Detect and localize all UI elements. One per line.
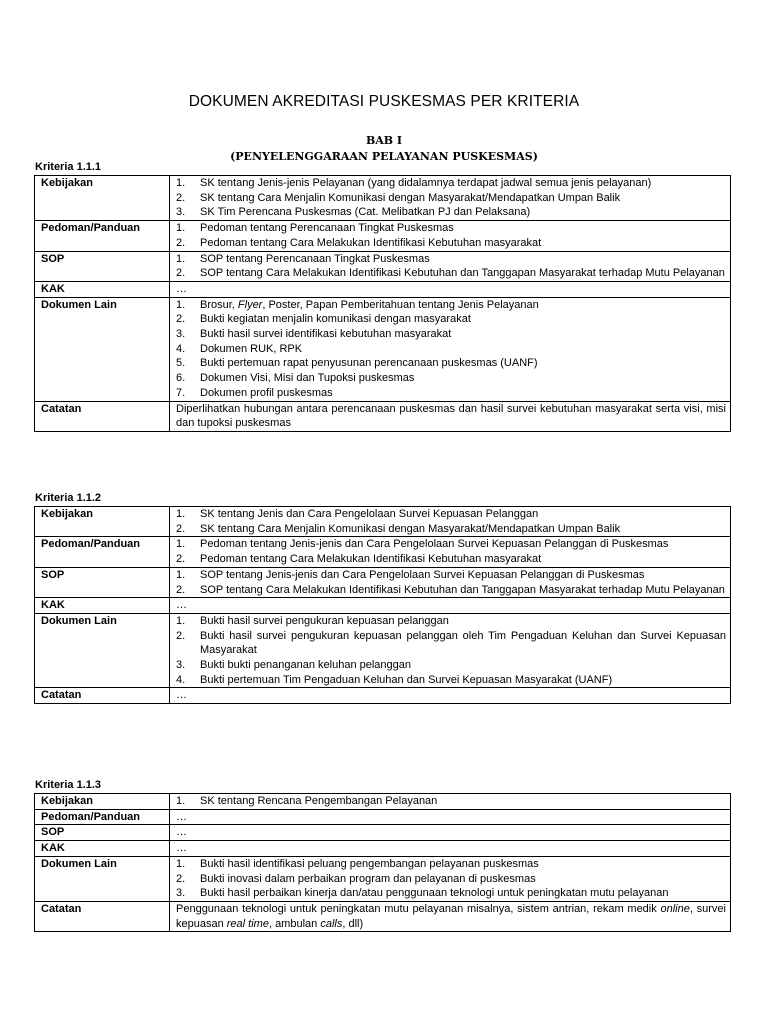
table-row-pedoman-panduan [35,221,731,251]
list-item-text: Dokumen profil puskesmas [200,386,333,399]
chapter-number: BAB I [365,134,403,147]
table-row-sop [35,567,731,597]
list-number: 2. [176,267,186,280]
list-item [176,552,726,567]
row-label: Dokumen Lain [35,297,170,401]
list-item [176,886,726,901]
list-item-text: Bukti hasil survei pengukuran kepuasan pelanggan [200,614,449,627]
table-row-catatan [35,901,731,931]
criteria-table [34,793,731,932]
list-number: 1. [176,252,186,265]
list-number: 1. [176,508,186,520]
list-number: 2. [176,191,186,204]
criteria-section-1-1-1 [34,160,732,432]
cell-text: … [176,282,187,295]
list-item [176,266,726,281]
list-item [176,614,726,629]
italic-term: calls [320,917,343,930]
list-item-text: Dokumen Visi, Misi dan Tupoksi puskesmas [200,372,415,385]
row-label: Dokumen Lain [35,613,170,688]
table-row-kebijakan [35,176,731,221]
list-item [176,236,726,251]
numbered-list [176,794,726,809]
numbered-list [176,507,726,536]
italic-term: real time [226,917,269,930]
numbered-list [176,252,726,281]
list-number: 1. [176,298,186,311]
row-value [170,856,731,901]
table-row-sop [35,825,731,841]
list-number: 2. [176,629,186,642]
list-item-text: Bukti pertemuan Tim Pengaduan Keluhan dan Survei Kepuasan Masyarakat (UANF) [200,673,613,686]
list-number: 1. [176,614,186,627]
table-row-dokumen-lain [35,613,731,688]
list-item [176,252,726,267]
list-number: 4. [176,673,186,686]
table-row-dokumen-lain [35,297,731,401]
table-row-pedoman-panduan [35,537,731,567]
criteria-label: Kriteria 1.1.1 [35,161,102,173]
row-value [170,176,731,221]
row-label: Catatan [35,401,170,431]
row-value [170,901,731,931]
numbered-list [176,176,726,220]
list-item-text: Bukti hasil perbaikan kinerja dan/atau penggunaan teknologi untuk peningkatan mutu pelayanan [200,887,669,900]
row-value [170,251,731,281]
list-item [176,872,726,887]
list-item [176,537,726,552]
cell-text: … [176,599,187,612]
list-number: 2. [176,522,186,535]
criteria-table [34,175,731,432]
cell-text: Diperlihatkan hubungan antara perencanaan puskesmas dan hasil survei kebutuhan masyarakat serta visi, misi dan tupoksi puskesmas [176,402,726,430]
list-item [176,176,726,191]
list-number: 6. [176,372,186,385]
cell-text: … [176,689,187,702]
list-item [176,342,726,357]
list-item-text: SOP tentang Cara Melakukan Identifikasi Kebutuhan dan Tanggapan Masyarakat terhadap Mutu Pelayanan [200,267,725,280]
chapter-subtitle: (PENYELENGGARAAN PELAYANAN PUSKESMAS) [230,150,538,163]
list-item-text: Dokumen RUK, RPK [200,342,303,355]
list-number: 1. [176,795,186,807]
row-label: Dokumen Lain [35,856,170,901]
row-label: SOP [35,825,170,841]
criteria-table [34,506,731,704]
row-value [170,598,731,614]
row-value [170,281,731,297]
list-item [176,857,726,872]
list-item-text: Pedoman tentang Cara Melakukan Identifikasi Kebutuhan masyarakat [200,236,542,249]
row-label: SOP [35,251,170,281]
list-item-text: Pedoman tentang Jenis-jenis dan Cara Pengelolaan Survei Kepuasan Pelanggan di Puskesmas [200,538,669,551]
numbered-list [176,857,726,901]
cell-text: … [176,826,187,839]
list-item [176,794,726,809]
list-item-text: SK tentang Rencana Pengembangan Pelayanan [200,795,438,807]
list-number: 3. [176,206,186,219]
numbered-list [176,221,726,250]
list-item [176,191,726,206]
list-number: 2. [176,872,186,885]
row-label: KAK [35,281,170,297]
list-item-text: Pedoman tentang Perencanaan Tingkat Puskesmas [200,222,454,235]
list-number: 3. [176,887,186,900]
table-row-pedoman-panduan [35,809,731,825]
list-number: 5. [176,357,186,370]
row-value [170,613,731,688]
italic-term: online [660,902,690,915]
list-item-text: SOP tentang Cara Melakukan Identifikasi Kebutuhan dan Tanggapan Masyarakat terhadap Mutu Pelayanan [200,583,725,596]
list-item [176,205,726,220]
row-label: SOP [35,567,170,597]
row-label: Catatan [35,901,170,931]
list-number: 1. [176,222,186,235]
list-number: 2. [176,236,186,249]
list-item-text: SK tentang Jenis-jenis Pelayanan (yang didalamnya terdapat jadwal semua jenis pelayanan) [200,177,652,189]
list-item [176,298,726,313]
cell-text: Penggunaan teknologi untuk peningkatan mutu pelayanan misalnya, sistem antrian, rekam medik online, survei kepuasan real time, ambulan calls, dll) [176,902,726,930]
row-value [170,507,731,537]
table-row-catatan [35,688,731,704]
row-label: KAK [35,598,170,614]
criteria-section-1-1-3 [34,778,732,932]
document-title: DOKUMEN AKREDITASI PUSKESMAS PER KRITERIA [188,93,580,110]
table-row-kebijakan [35,794,731,810]
list-number: 1. [176,177,186,189]
row-value [170,809,731,825]
list-number: 2. [176,553,186,566]
row-label: Kebijakan [35,507,170,537]
row-value [170,825,731,841]
numbered-list [176,298,726,401]
list-item [176,327,726,342]
list-item-text: SK tentang Cara Menjalin Komunikasi dengan Masyarakat/Mendapatkan Umpan Balik [200,191,621,204]
list-item-text: Bukti kegiatan menjalin komunikasi dengan masyarakat [200,313,471,326]
list-item [176,312,726,327]
row-label: KAK [35,841,170,857]
numbered-list [176,614,726,688]
list-number: 3. [176,328,186,341]
list-number: 3. [176,659,186,672]
italic-term: Flyer [237,298,263,311]
list-item-text: Bukti pertemuan rapat penyusunan perencanaan puskesmas (UANF) [200,357,538,370]
row-label: Kebijakan [35,176,170,221]
list-item-text: SK Tim Perencana Puskesmas (Cat. Melibatkan PJ dan Pelaksana) [200,206,531,219]
list-item-text: SK tentang Cara Menjalin Komunikasi dengan Masyarakat/Mendapatkan Umpan Balik [200,522,621,535]
criteria-label: Kriteria 1.1.2 [35,492,102,504]
list-item-text: Bukti hasil identifikasi peluang pengembangan pelayanan puskesmas [200,857,539,870]
list-number: 2. [176,313,186,326]
row-label: Catatan [35,688,170,704]
table-row-kak [35,598,731,614]
row-value [170,841,731,857]
list-item [176,507,726,522]
row-value [170,297,731,401]
list-item [176,673,726,688]
list-number: 7. [176,386,186,399]
table-row-dokumen-lain [35,856,731,901]
row-value [170,567,731,597]
list-number: 1. [176,857,186,870]
table-row-kak [35,281,731,297]
list-item [176,629,726,658]
list-item-text: SOP tentang Perencanaan Tingkat Puskesmas [200,252,430,265]
list-item [176,356,726,371]
list-item [176,568,726,583]
row-value [170,794,731,810]
list-item-text: Pedoman tentang Cara Melakukan Identifikasi Kebutuhan masyarakat [200,553,542,566]
numbered-list [176,537,726,566]
row-label: Pedoman/Panduan [35,537,170,567]
row-value [170,221,731,251]
table-row-catatan [35,401,731,431]
list-item-text: SOP tentang Jenis-jenis dan Cara Pengelolaan Survei Kepuasan Pelanggan di Puskesmas [200,568,645,581]
row-label: Pedoman/Panduan [35,221,170,251]
table-row-kebijakan [35,507,731,537]
table-row-kak [35,841,731,857]
list-number: 2. [176,583,186,596]
list-item [176,371,726,386]
row-value [170,688,731,704]
criteria-label: Kriteria 1.1.3 [35,779,102,791]
list-item [176,522,726,537]
list-item [176,583,726,598]
table-row-sop [35,251,731,281]
numbered-list [176,568,726,597]
list-item-text: Bukti hasil survei pengukuran kepuasan pelanggan oleh Tim Pengaduan Keluhan dan Survei Kepuasan Masyarakat [200,629,726,657]
list-item-text: Bukti hasil survei identifikasi kebutuhan masyarakat [200,328,452,341]
list-item-text: Bukti inovasi dalam perbaikan program dan pelayanan di puskesmas [200,872,536,885]
row-label: Pedoman/Panduan [35,809,170,825]
row-label: Kebijakan [35,794,170,810]
list-number: 1. [176,538,186,551]
list-number: 1. [176,568,186,581]
list-item [176,386,726,401]
list-item-text: Brosur, Flyer, Poster, Papan Pemberitahuan tentang Jenis Pelayanan [200,298,539,311]
cell-text: … [176,842,187,855]
list-number: 4. [176,342,186,355]
cell-text: … [176,810,187,823]
list-item [176,221,726,236]
list-item-text: Bukti bukti penanganan keluhan pelanggan [200,659,412,672]
list-item-text: SK tentang Jenis dan Cara Pengelolaan Survei Kepuasan Pelanggan [200,508,539,520]
row-value [170,401,731,431]
list-item [176,658,726,673]
row-value [170,537,731,567]
criteria-section-1-1-2 [34,491,732,704]
